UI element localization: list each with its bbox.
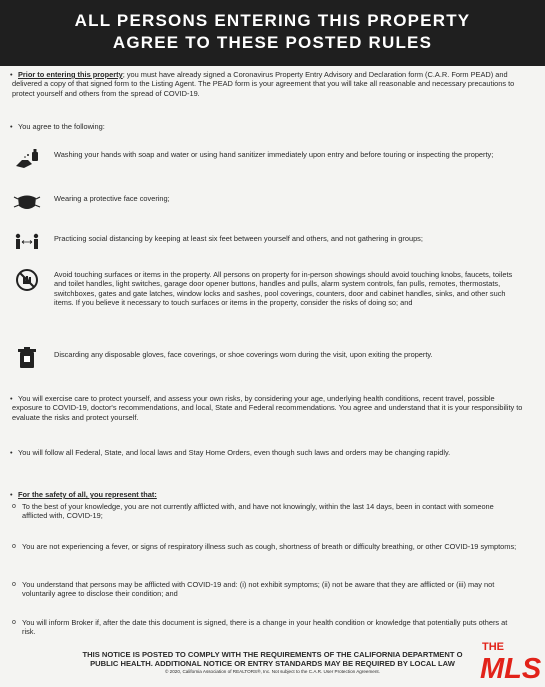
represent-item: o To the best of your knowledge, you are not currently afflicted with, and have not knowingly, within the last 14 days, been in contact with someone afflicted with, COVID-19; [22,502,518,521]
footer-copyright: © 2020, California Association of REALTORS®, Inc. Not subject to the C.A.R. User Protection Agreement. [165,669,380,674]
intro-text: ; you must have already signed a Coronavirus Property Entry Advisory and Declaration form (C.A.R. Form PEAD) and delivered a copy of that signed form to the Listing Agent. The PEAD form is your agreement that you will take all reasonable and necessary precautions to protect yourself and others from the spread of COVID-19. [12,70,515,98]
title-line-1: ALL PERSONS ENTERING THIS PROPERTY [74,11,471,30]
rule-text: Washing your hands with soap and water or using hand sanitizer immediately upon entry and before touring or inspecting the property; [54,150,494,159]
represent-item: o You understand that persons may be afflicted with COVID-19 and: (i) not exhibit symptoms; (ii) not be aware that they are afflicted or (iii) may not voluntarily agree to disclose their condition; and [22,580,518,599]
footer-notice [0,650,545,675]
care-paragraph: • You will exercise care to protect yourself, and assess your own risks, by considering your age, underlying health conditions, recent travel, possible exposure to COVID-19, doctor's recommendations, and local, State and Federal recommendations. You agree and understand that it is your responsibility to evaluate the risks and protect yourself. [12,394,526,422]
rule-text: Avoid touching surfaces or items in the property. All persons on property for in-person showings should avoid touching knobs, faucets, toilets and toilet handles, light switches, garage door opener buttons, handles and pulls, alarm system controls, fan pulls, remotes, thermostats, switchboxes, gates and gate latches, window locks and sashes, pool coverings, counters, door and cabinet handles, sinks, and other such items. If you believe it necessary to touch surfaces or items in the property, consider the risks of doing so; and [54,270,513,308]
face-mask-icon [12,190,42,214]
mls-logo-graphic [476,636,544,682]
laws-paragraph: • You will follow all Federal, State, and local laws and Stay Home Orders, even though such laws and orders may be changing rapidly. [12,448,526,457]
represent-heading: • For the safety of all, you represent that: [12,490,532,499]
rule-text: Discarding any disposable gloves, face coverings, or shoe coverings worn during the visit, upon exiting the property. [54,350,433,359]
trash-can-icon [12,346,42,370]
hand-wash-icon [12,148,42,172]
social-distance-icon [12,230,42,254]
footer-line-1: THIS NOTICE IS POSTED TO COMPLY WITH THE REQUIREMENTS OF THE CALIFORNIA DEPARTMENT O [82,650,463,659]
represent-item: o You will inform Broker if, after the date this document is signed, there is a change in your health condition or knowledge that potentially puts others at risk. [22,618,518,637]
title-line-2: AGREE TO THESE POSTED RULES [112,33,433,52]
rule-text: Wearing a protective face covering; [54,194,170,203]
agree-heading: • You agree to the following: [12,122,532,131]
title-banner [0,0,545,66]
no-touch-icon [12,268,42,292]
intro-bold: Prior to entering this property [18,70,123,79]
intro-paragraph [12,70,526,98]
footer-line-2: PUBLIC HEALTH. ADDITIONAL NOTICE OR ENTRY STANDARDS MAY BE REQUIRED BY LOCAL LAW [90,659,455,668]
svg-text:MLS: MLS [480,653,542,682]
mls-logo [476,636,544,682]
represent-item: o You are not experiencing a fever, or signs of respiratory illness such as cough, shortness of breath or difficulty breathing, or other COVID-19 symptoms; [22,542,518,551]
rule-text: Practicing social distancing by keeping at least six feet between yourself and others, and not gathering in groups; [54,234,423,243]
svg-text:THE: THE [482,641,504,653]
